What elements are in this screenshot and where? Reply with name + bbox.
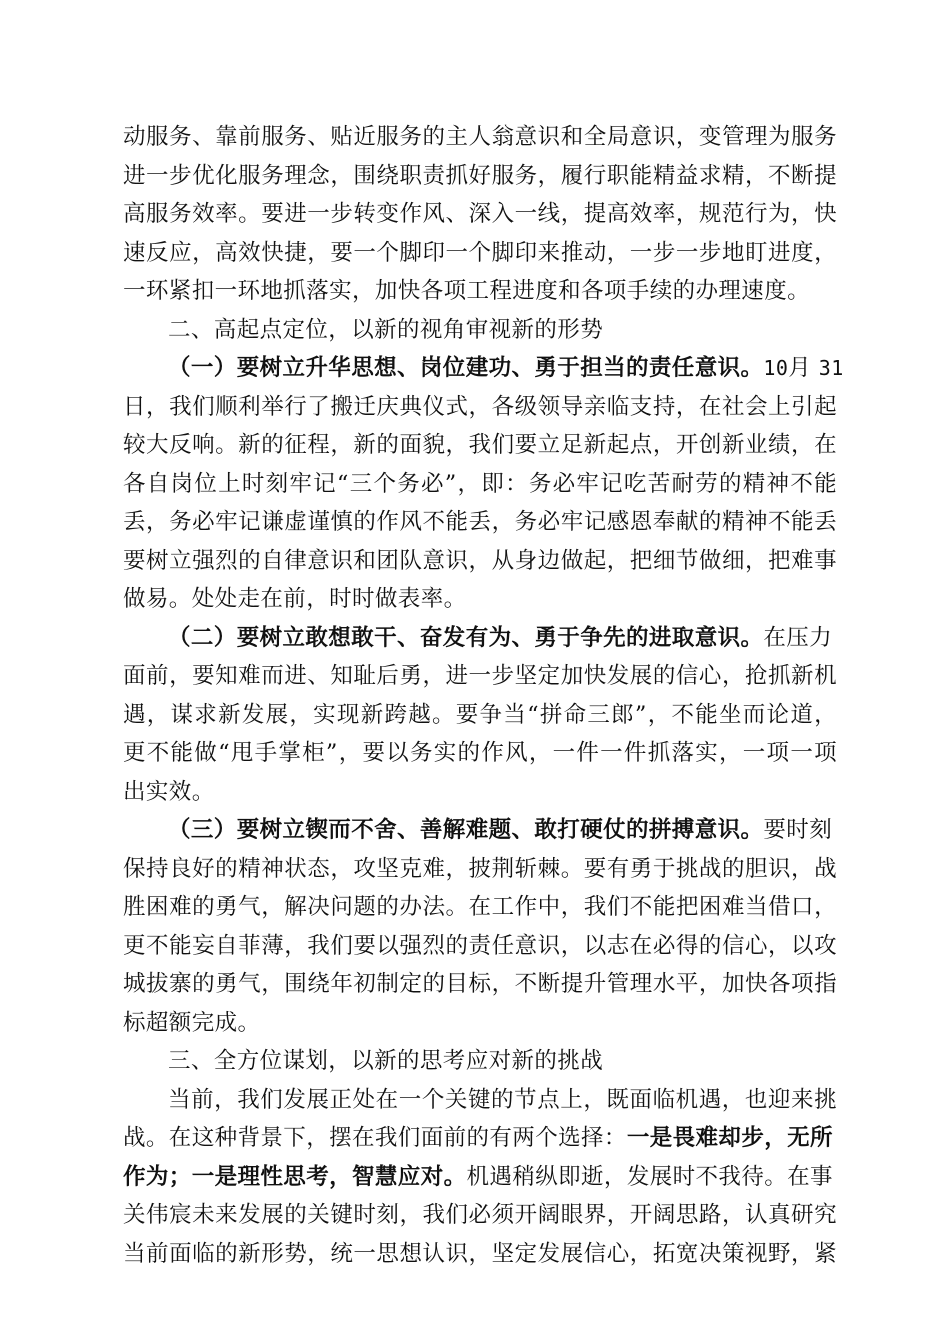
text-run: 要时刻	[763, 817, 833, 843]
date-month: 月	[788, 355, 812, 381]
text-line	[123, 349, 844, 388]
text-line: 高服务效率。要进一步转变作风、深入一线，提高效率，规范行为，快	[123, 201, 837, 227]
text-run: 在压力	[763, 624, 833, 651]
text-line: 动服务、靠前服务、贴近服务的主人翁意识和全局意识，变管理为服务	[123, 124, 837, 150]
text-line: 保持良好的精神状态，攻坚克难，披荆斩棘。要有勇于挑战的胆识，战	[123, 855, 837, 882]
text-run: 机遇稍纵即逝，发展时不我待。在事	[466, 1163, 833, 1190]
text-line: 速反应，高效快捷，要一个脚印一个脚印来推动，一步一步地盯进度，	[123, 239, 837, 266]
text-line: 进一步优化服务理念，围绕职责抓好服务，履行职能精益求精，不断提	[123, 162, 837, 189]
document-body	[123, 118, 844, 1273]
text-line: 城拔寨的勇气，围绕年初制定的目标，不断提升管理水平，加快各项指	[123, 971, 837, 997]
bold-text-run: 作为；一是理性思考，智慧应对。	[123, 1163, 467, 1190]
text-line: 当前面临的新形势，统一思想认识，坚定发展信心，拓宽决策视野，紧	[123, 1240, 837, 1267]
text-line	[123, 811, 837, 850]
text-line: 更不能妄自菲薄，我们要以强烈的责任意识，以志在必得的信心，以攻	[123, 932, 837, 959]
section-heading-text: 二、高起点定位，以新的视角审视新的形势	[168, 316, 604, 343]
text-line: 要树立强烈的自律意识和团队意识，从身边做起，把细节做细，把难事	[123, 547, 837, 574]
text-line: 胜困难的勇气，解决问题的办法。在工作中，我们不能把困难当借口，	[123, 894, 837, 920]
paragraph-enterprising	[123, 619, 837, 812]
paragraph-striving	[123, 811, 837, 1042]
bold-subheading: （三）要树立锲而不舍、善解难题、敢打硬仗的拼搏意识。	[168, 817, 764, 843]
text-line: 当前，我们发展正处在一个关键的节点上，既面临机遇，也迎来挑	[168, 1086, 837, 1113]
date-number: 10	[763, 356, 789, 380]
date-day: 31	[818, 356, 844, 380]
paragraph-responsibility	[123, 349, 844, 619]
text-line: 出实效。	[123, 778, 215, 805]
bold-text-run: 一是畏难却步，无所	[626, 1125, 833, 1151]
section-heading-3	[123, 1042, 837, 1081]
text-line: 面前，要知难而进、知耻后勇，进一步坚定加快发展的信心，抢抓新机	[123, 663, 837, 689]
paragraph-service-continuation	[123, 118, 837, 311]
paragraph-challenges	[123, 1081, 837, 1274]
text-line: 做易。处处走在前，时时做表率。	[123, 586, 467, 612]
text-line: 标超额完成。	[123, 1009, 261, 1036]
text-line	[123, 619, 837, 658]
text-line	[123, 1119, 837, 1158]
text-line: 日，我们顺利举行了搬迁庆典仪式，各级领导亲临支持，在社会上引起	[123, 393, 837, 420]
text-line: 较大反响。新的征程，新的面貌，我们要立足新起点，开创新业绩，在	[123, 432, 837, 458]
section-heading-2	[123, 311, 837, 350]
text-line: 一环紧扣一环地抓落实，加快各项工程进度和各项手续的办理速度。	[123, 278, 811, 304]
section-heading-text: 三、全方位谋划，以新的思考应对新的挑战	[168, 1048, 604, 1074]
text-line: 各自岗位上时刻牢记“三个务必”，即：务必牢记吃苦耐劳的精神不能	[123, 470, 837, 497]
text-line: 丢，务必牢记谦虚谨慎的作风不能丢，务必牢记感恩奉献的精神不能丢	[123, 509, 837, 535]
text-run: 战。在这种背景下，摆在我们面前的有两个选择：	[123, 1125, 627, 1151]
text-line: 遇，谋求新发展，实现新跨越。要争当“拼命三郎”，不能坐而论道，	[123, 701, 837, 728]
text-line: 更不能做“甩手掌柜”，要以务实的作风，一件一件抓落实，一项一项	[123, 740, 837, 766]
bold-subheading: （一）要树立升华思想、岗位建功、勇于担当的责任意识。	[168, 355, 764, 381]
bold-subheading: （二）要树立敢想敢干、奋发有为、勇于争先的进取意识。	[168, 624, 764, 651]
text-line	[123, 1158, 837, 1197]
text-line: 关伟宸未来发展的关键时刻，我们必须开阔眼界，开阔思路，认真研究	[123, 1202, 837, 1228]
